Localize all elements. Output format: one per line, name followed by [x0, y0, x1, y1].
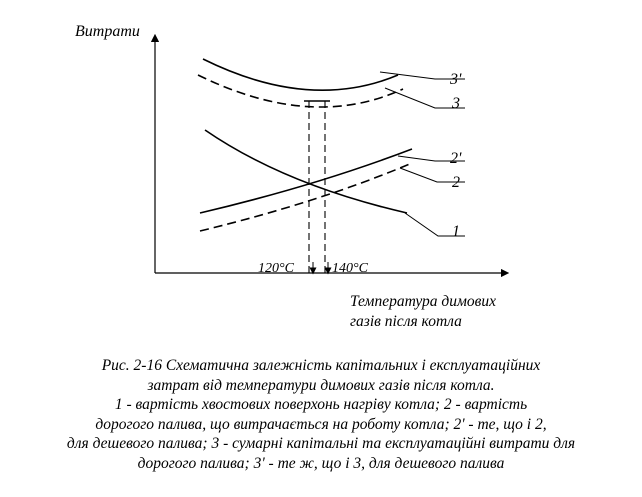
curve-label-2-prime: 2' — [450, 150, 462, 167]
x-axis-label-line2: газів після котла — [350, 313, 462, 330]
curve-label-3-prime: 3' — [450, 71, 462, 88]
caption-line-4: дорогого палива, що витрачається на роботу котла; 2' - те, що і 2, — [95, 415, 547, 433]
curve-3-prime — [203, 59, 398, 90]
caption-line-1: Рис. 2-16 Схематична залежність капітальних і експлуатаційних — [101, 357, 541, 374]
caption-line-2: затрат від температури димових газів після котла. — [147, 376, 495, 394]
y-axis-label: Витрати — [75, 23, 140, 40]
caption-line-5: для дешевого палива; 3 - сумарні капітальні та експлуатаційні витрати для — [66, 435, 576, 452]
caption-line-3: 1 - вартість хвостових поверхонь нагріву котла; 2 - вартість — [114, 396, 528, 413]
curve-1 — [205, 130, 407, 213]
curve-label-2: 2 — [452, 174, 460, 191]
curve-2-prime — [200, 149, 412, 213]
temp-label-120: 120°С — [258, 261, 294, 276]
figure-caption — [0, 356, 642, 473]
curve-2 — [200, 163, 412, 231]
caption-line-6: дорогого палива; 3' - те ж, що і 3, для дешевого палива — [137, 454, 505, 472]
curve-label-1: 1 — [452, 223, 460, 240]
x-axis-label-line1: Температура димових — [350, 293, 497, 310]
temp-label-140: 140°С — [332, 261, 368, 276]
curve-3 — [198, 75, 403, 107]
curve-label-3: 3 — [452, 95, 460, 112]
